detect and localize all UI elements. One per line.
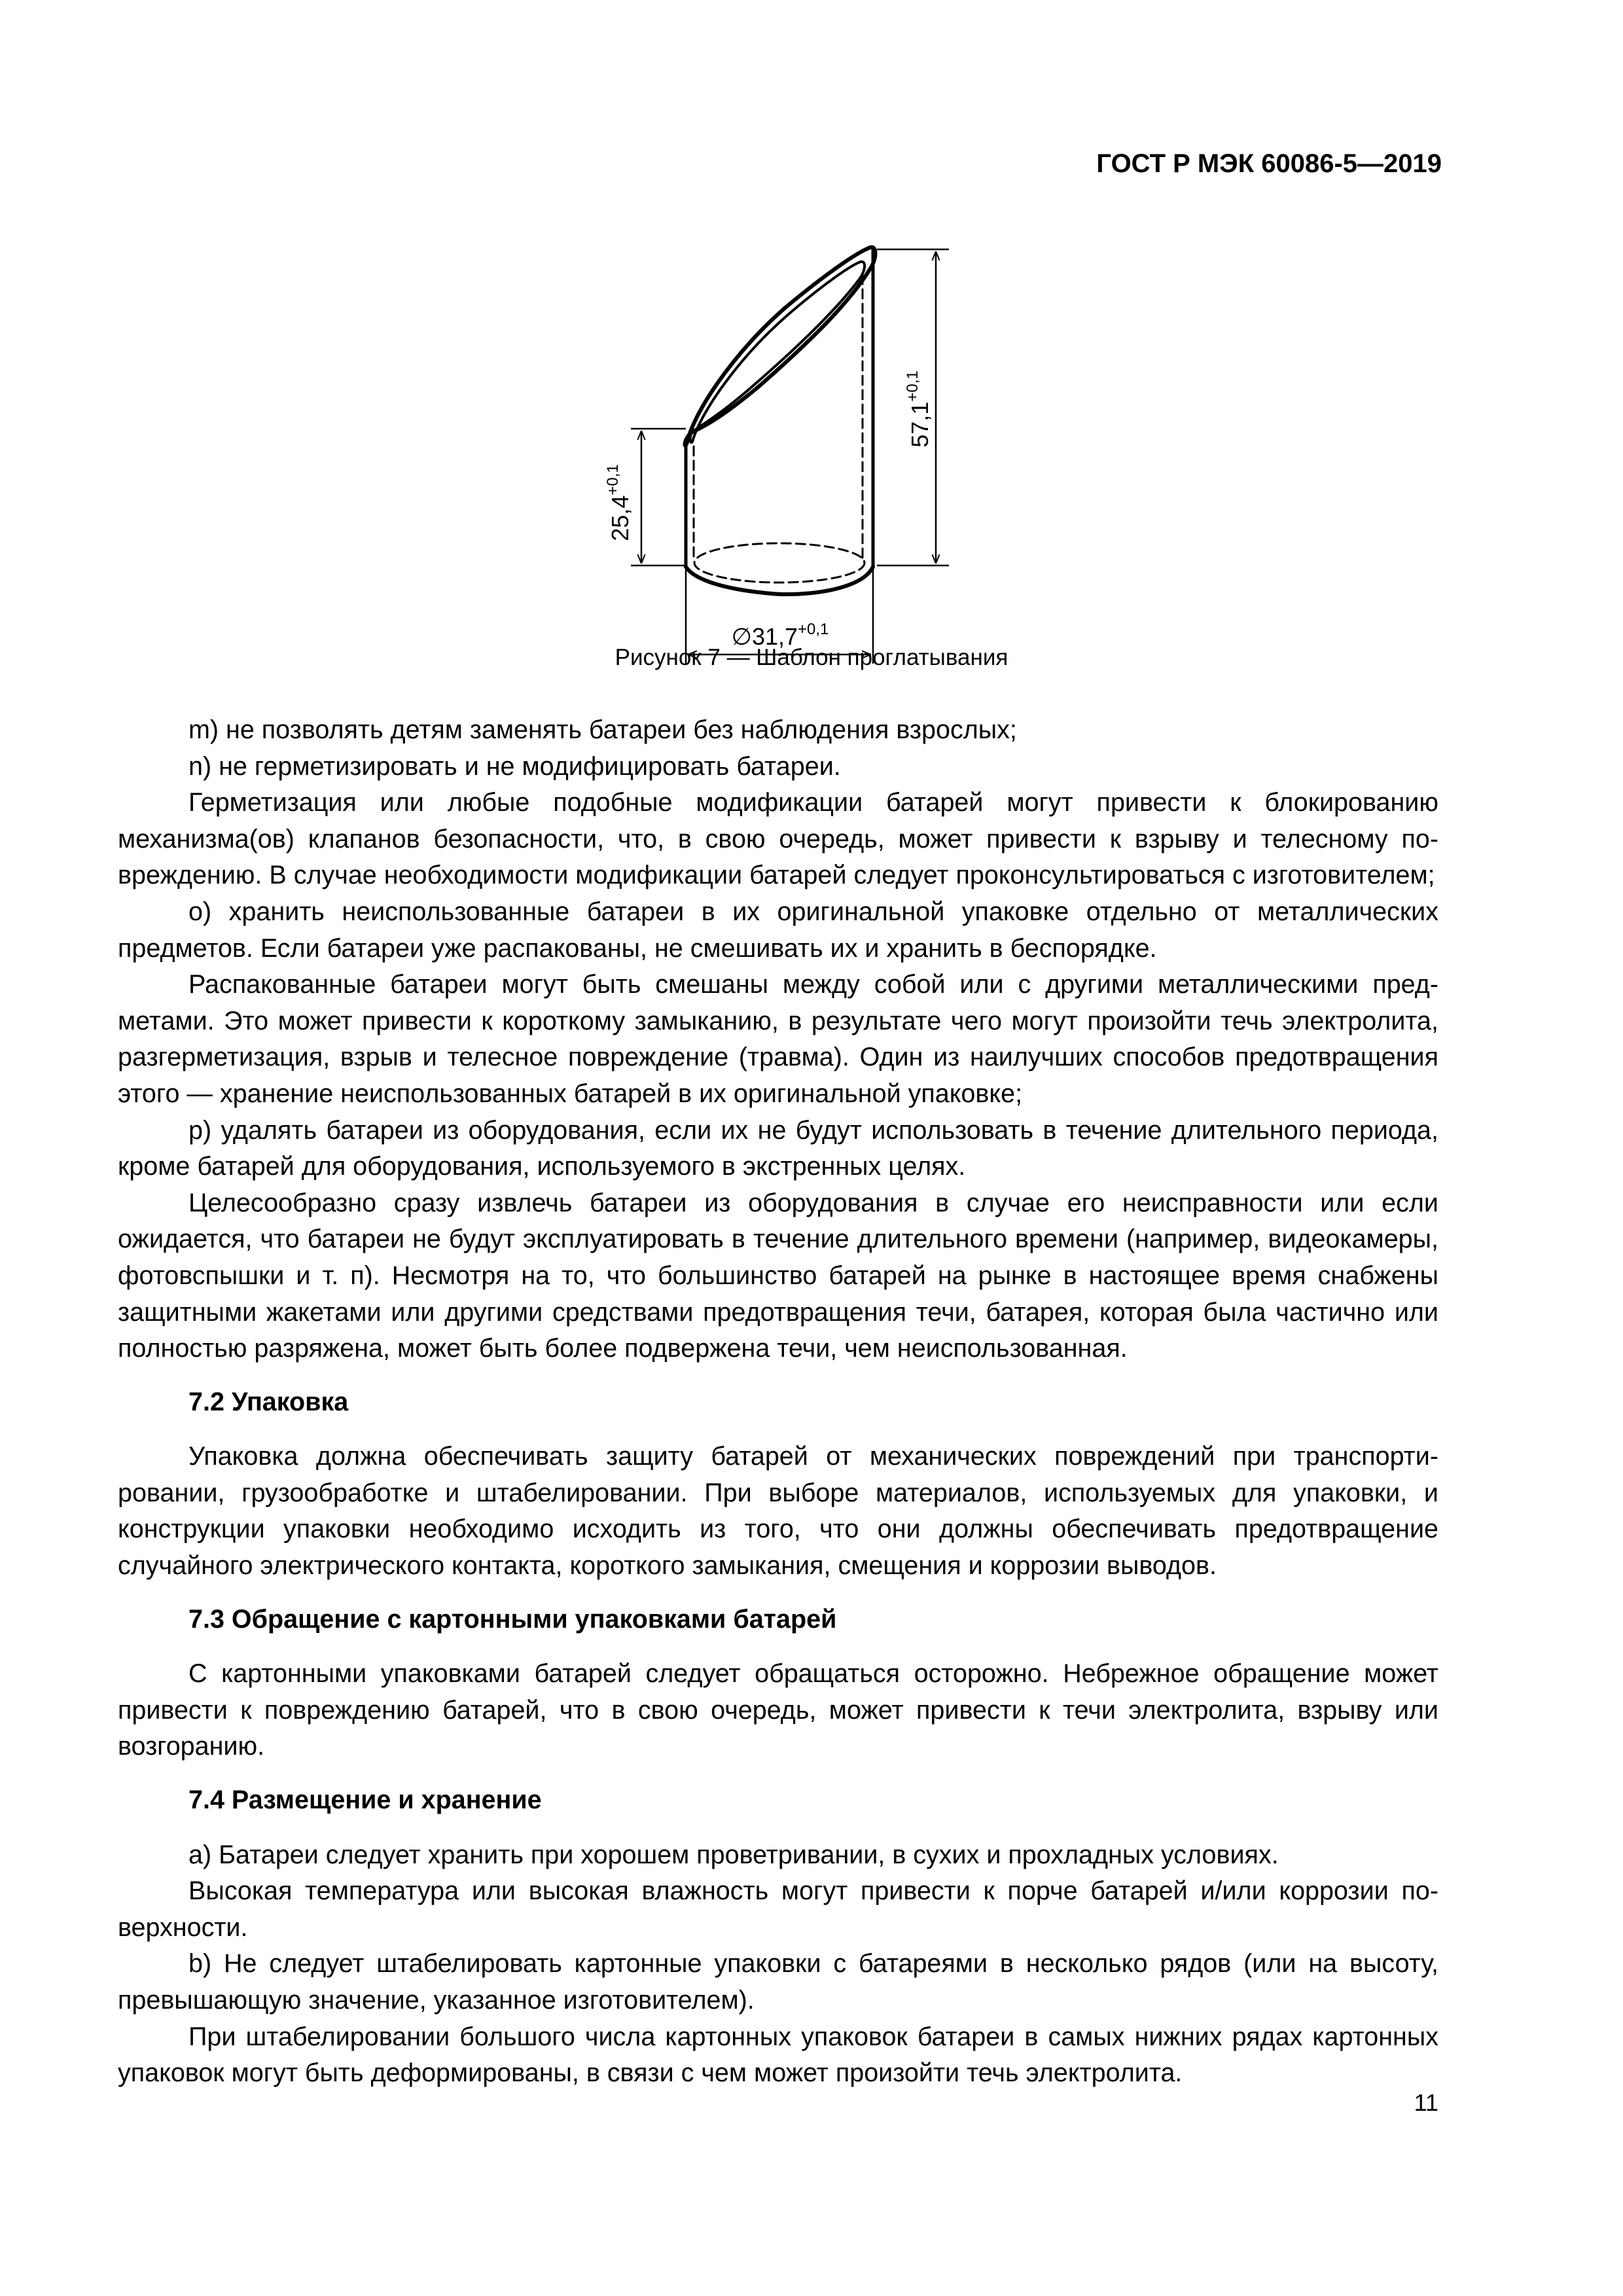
figure-caption: Рисунок 7 — Шаблон проглатывания — [615, 645, 1008, 670]
document-header: ГОСТ Р МЭК 60086-5—2019 — [1096, 149, 1442, 178]
section-heading-7-2: 7.2 Упаковка — [188, 1387, 349, 1416]
list-item-o: o) хранить неиспользованные батареи в их оригинальной упаковке отдельно от металлических предметов. Если батареи уже распакованы, не смешивать их и хранить в беспорядке. — [118, 897, 1438, 963]
paragraph: С картонными упаковками батарей следует обращаться осторожно. Небрежное обращение может привести к повреждению батарей, что в свою очередь, может привести к течи электролита, взрыву или возгоранию. — [118, 1659, 1438, 1761]
page-number: 11 — [1414, 2089, 1438, 2116]
dim-diameter: $\emptyset 31,7^{+0,1}$ — [731, 620, 829, 650]
swallow-template-figure — [576, 229, 1034, 650]
paragraph: Целесообразно сразу извлечь батареи из оборудования в случае его неисправности или если ожидается, что батареи не будут эксплуатировать в течение длительного времени (например, видеокамеры, фотовспышки и т. п). Несмотря на то, что большинство батарей на рынке в настоящее время снабжены защитными жакетами или другими средствами предотвращения течи, батарея, которая была частично или полностью разряжена, может быть более подвержена течи, чем неиспользованная. — [118, 1188, 1438, 1363]
list-item-m: m) не позволять детям заменять батареи без наблюдения взрослых; — [188, 715, 1017, 744]
paragraph: Упаковка должна обеспечивать защиту батарей от механических повреждений при транспортировании, грузообработке и штабелировании. При выборе материалов, используемых для упаковки, и конструкции упаковки необходимо исходить из того, что они должны обеспечивать предотвращение случайного электрического контакта, короткого замыкания, смещения и коррозии выводов. — [118, 1442, 1438, 1581]
cylinder-drawing — [685, 247, 875, 594]
list-item-p: p) удалять батареи из оборудования, если их не будут использовать в течение длительного периода, кроме батарей для оборудования, используемого в экстренных целях. — [118, 1115, 1438, 1181]
paragraph: Герметизация или любые подобные модификации батарей могут привести к блокированию механизма(ов) клапанов безопасности, что, в свою очередь, может привести к взрыву и телесному повреждению. В случае необходимости модификации батарей следует проконсультироваться с изготовителем; — [118, 788, 1438, 890]
section-heading-7-4: 7.4 Размещение и хранение — [188, 1785, 542, 1815]
dim-height-tall: $57,1^{+0,1}$ — [904, 370, 933, 448]
paragraph: Высокая температура или высокая влажность могут привести к порче батарей и/или коррозии поверхности. — [118, 1876, 1438, 1942]
list-item-a: a) Батареи следует хранить при хорошем проветривании, в сухих и прохладных условиях. — [188, 1840, 1279, 1869]
dimension-labels — [604, 370, 933, 650]
dim-height-short: $25,4^{+0,1}$ — [604, 464, 633, 541]
list-item-b: b) Не следует штабелировать картонные упаковки с батареями в несколько рядов (или на высоту, превышающую значение, указанное изготовителем). — [118, 1949, 1438, 2015]
list-item-n: n) не герметизировать и не модифицировать батареи. — [188, 751, 841, 781]
section-heading-7-3: 7.3 Обращение с картонными упаковками батарей — [188, 1604, 837, 1634]
paragraph: При штабелировании большого числа картонных упаковок батареи в самых нижних рядах картонных упаковок могут быть деформированы, в связи с чем может произойти течь электролита. — [118, 2022, 1438, 2088]
paragraph: Распакованные батареи могут быть смешаны между собой или с другими металлическими предметами. Это может привести к короткому замыканию, в результате чего могут произойти течь электролита, разгерметизация, взрыв и телесное повреждение (травма). Один из наилучших способов предотвращения этого — хранение неиспользованных батарей в их оригинальной упаковке; — [118, 970, 1438, 1108]
document-body — [118, 712, 1438, 2092]
